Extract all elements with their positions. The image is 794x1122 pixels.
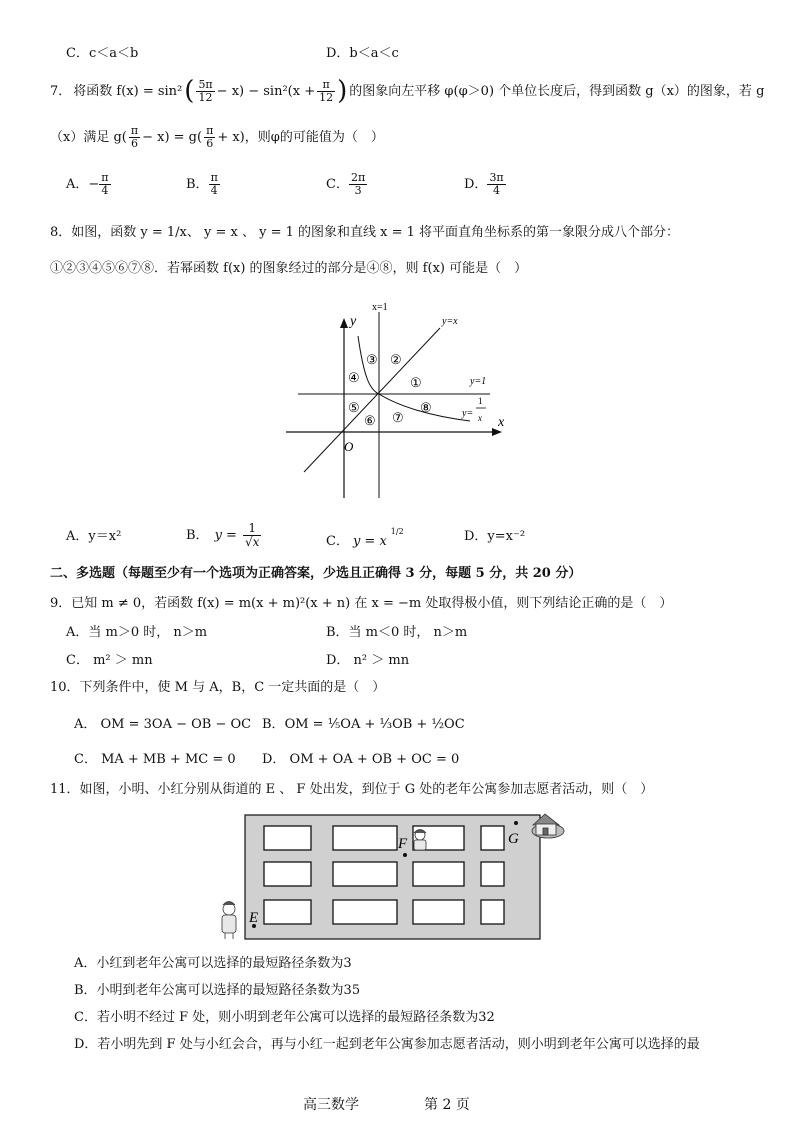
block bbox=[333, 862, 397, 886]
q8-figure bbox=[280, 298, 520, 503]
q11-option-a: A．小红到老年公寓可以选择的最短路径条数为3 bbox=[74, 956, 352, 971]
region-5: ⑤ bbox=[348, 400, 360, 415]
q11-option-b: B．小明到老年公寓可以选择的最短路径条数为35 bbox=[74, 983, 361, 998]
point-g bbox=[514, 821, 518, 825]
q11-option-c: C．若小明不经过 F 处，则小明到老年公寓可以选择的最短路径条数为32 bbox=[74, 1010, 495, 1025]
region-2: ② bbox=[390, 352, 402, 367]
q8-stem-line2: ①②③④⑤⑥⑦⑧．若幂函数 f(x) 的图象经过的部分是④⑧，则 f(x) 可能是（ ） bbox=[50, 261, 528, 276]
region-6: ⑥ bbox=[364, 413, 376, 428]
q9-option-a: A．当 m＞0 时， n＞m bbox=[66, 625, 208, 640]
label-axis-x: x bbox=[498, 415, 505, 430]
label-g: G bbox=[508, 831, 519, 847]
q7-line2-mid: − x) = g( bbox=[142, 129, 203, 145]
q7-option-c: C． $\frac{2\pi}{3}$ bbox=[326, 171, 366, 197]
region-7: ⑦ bbox=[392, 410, 404, 425]
label-y-eq-x: y=x bbox=[442, 316, 458, 327]
q7-line2-frac1: $\frac{\pi}{6}$ bbox=[130, 124, 139, 150]
label-axis-y: y bbox=[350, 314, 357, 329]
block bbox=[264, 900, 311, 924]
q10-option-d: D． OM + OA + OB + OC = 0 bbox=[262, 752, 460, 767]
q7-line1: 7． 将函数 f(x) = sin² ( $\frac{5\pi}{12}$ − x) − sin²(x + $\frac{\pi}{12}$ ) 的图象向左平移 φ(φ＞0) 个单位长度后，得到函数 g（x）的图象，若 g bbox=[50, 76, 765, 106]
q10-option-a: A． OM = 3OA − OB − OC bbox=[74, 717, 252, 732]
block bbox=[264, 862, 311, 886]
region-3: ③ bbox=[366, 352, 378, 367]
q7-text-end: 的图象向左平移 φ(φ＞0) 个单位长度后，得到函数 g（x）的图象，若 g bbox=[349, 83, 765, 99]
q9-option-d: D． n² ＞ mn bbox=[326, 653, 410, 668]
block bbox=[481, 826, 504, 850]
block bbox=[333, 900, 397, 924]
point-f bbox=[403, 853, 407, 857]
footer-subject: 高三数学 bbox=[303, 1097, 359, 1113]
block bbox=[264, 826, 311, 850]
q10-option-c: C． MA + MB + MC = 0 bbox=[74, 752, 236, 767]
q7-frac2: $\frac{\pi}{12}$ bbox=[319, 77, 334, 104]
q6-option-d: D．b＜a＜c bbox=[326, 46, 399, 61]
q8-option-c: C． y = x 1/2 bbox=[326, 527, 404, 549]
block bbox=[333, 826, 397, 850]
q7-line2 bbox=[50, 125, 384, 149]
q7-text-start: 将函数 f(x) = sin² bbox=[73, 83, 183, 99]
label-y-eq-1: y=1 bbox=[470, 376, 487, 387]
section-2-heading: 二、多选题（每题至少有一个选项为正确答案，少选且正确得 3 分，每题 5 分，共 20 分） bbox=[50, 566, 582, 581]
q9-option-b: B．当 m＜0 时， n＞m bbox=[326, 625, 468, 640]
q8-stem-line1: 8．如图，函数 y = 1/x、 y = x 、 y = 1 的图象和直线 x = 1 将平面直角坐标系的第一象限分成八个部分： bbox=[50, 225, 680, 240]
q9-option-c: C． m² ＞ mn bbox=[66, 653, 153, 668]
block bbox=[413, 900, 464, 924]
block bbox=[481, 862, 504, 886]
q10-option-b: B．OM = ⅕OA + ⅓OB + ½OC bbox=[262, 717, 465, 732]
q11-figure bbox=[215, 805, 570, 945]
label-x-eq-1: x=1 bbox=[372, 302, 388, 313]
q11-option-d: D．若小明先到 F 处与小红会合，再与小红一起到老年公寓参加志愿者活动，则小明到老年公寓可以选择的最 bbox=[74, 1037, 700, 1052]
q11-stem: 11．如图，小明、小红分别从街道的 E 、 F 处出发，到位于 G 处的老年公寓参加志愿者活动，则（ ） bbox=[50, 782, 654, 797]
q8-option-b: B． y = $\frac{1}{√x}$ bbox=[186, 521, 260, 549]
q8-option-a: A．y＝x² bbox=[66, 529, 122, 544]
q7-option-d: D． $\frac{3\pi}{4}$ bbox=[464, 171, 504, 197]
q9-stem: 9．已知 m ≠ 0，若函数 f(x) = m(x + m)²(x + n) 在 x = −m 处取得极小值，则下列结论正确的是（ ） bbox=[50, 596, 673, 611]
region-1: ① bbox=[410, 375, 422, 390]
label-f: F bbox=[398, 836, 408, 852]
label-e: E bbox=[249, 910, 259, 926]
q7-line2-start: （x）满足 g( bbox=[50, 129, 127, 145]
label-origin: O bbox=[344, 439, 354, 454]
footer-page: 第 2 页 bbox=[424, 1097, 470, 1113]
q7-line2-end: + x)，则φ的可能值为（ ） bbox=[217, 129, 384, 145]
region-8: ⑧ bbox=[420, 400, 432, 415]
q7-number: 7． bbox=[50, 83, 72, 99]
block bbox=[413, 862, 464, 886]
q7-option-a: A．− $\frac{\pi}{4}$ bbox=[66, 171, 109, 197]
xiaoming-person-icon bbox=[222, 902, 236, 940]
q8-option-d: D．y=x⁻² bbox=[464, 529, 526, 544]
q10-stem: 10．下列条件中，使 M 与 A，B，C 一定共面的是（ ） bbox=[50, 680, 386, 695]
q7-line2-frac2: $\frac{\pi}{6}$ bbox=[206, 124, 214, 150]
q6-option-c: C．c＜a＜b bbox=[66, 46, 139, 61]
label-frac-one: 1 bbox=[478, 396, 483, 406]
q7-frac1: $\frac{5\pi}{12}$ bbox=[198, 77, 213, 104]
block bbox=[481, 900, 504, 924]
region-4: ④ bbox=[348, 370, 360, 385]
xiaohong-person-icon bbox=[414, 830, 426, 851]
label-frac-x: x bbox=[478, 413, 482, 423]
q7-text-mid: − x) − sin²(x + bbox=[216, 83, 316, 99]
q7-option-b: B． $\frac{\pi}{4}$ bbox=[186, 171, 218, 197]
label-y-eq-1-over-x: y= bbox=[462, 408, 474, 419]
y-axis-arrow-icon bbox=[340, 318, 348, 328]
